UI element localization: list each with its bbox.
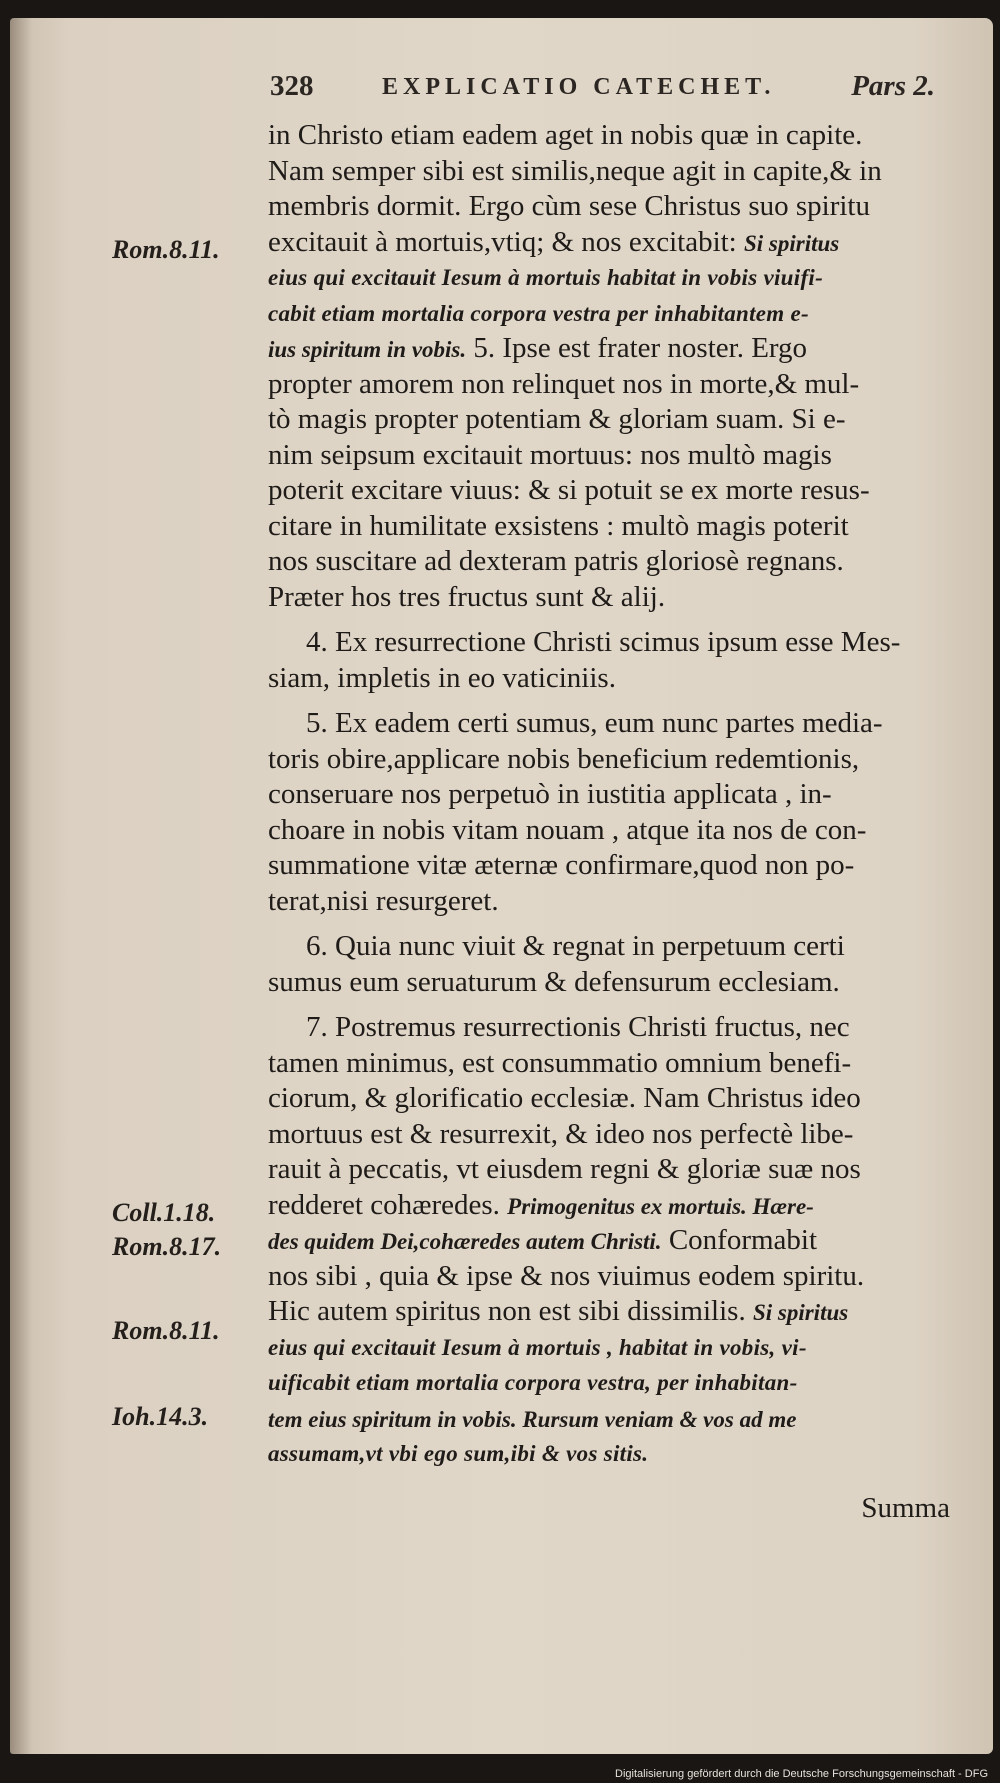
text-line: Nam semper sibi est similis,neque agit in capite,& in [268,154,882,187]
paragraph-4 [268,625,956,696]
text-line: choare in nobis vitam nouam , atque ita nos de con- [268,813,867,846]
scripture-quote: tem eius spiritum in vobis. [268,1406,523,1432]
text-line [268,1223,956,1259]
text-line: summatione vitæ æternæ confirmare,quod non po- [268,849,855,881]
text-line: mortuus est & resurrexit, & ideo nos perfectè libe- [268,1117,854,1150]
running-head [270,70,935,110]
scripture-quote: Primogenitus ex mortuis. Hære- [507,1193,814,1219]
paragraph-7 [268,1010,956,1472]
margin-note: Ioh.14.3. [112,1402,209,1431]
scripture-quote: ius spiritum in vobis. [268,337,467,362]
body-text [268,118,956,1472]
digitization-credit: Digitalisierung gefördert durch die Deutsche Forschungsgemeinschaft - DFG [615,1768,988,1780]
text-line: sumus eum seruaturum & defensurum ecclesiam. [268,965,840,998]
scripture-quote: Si spiritus [752,1300,849,1325]
text-line: 5. Ex eadem certi sumus, eum nunc partes media- [306,707,883,739]
text-line: terat,nisi resurgeret. [268,884,499,917]
text-line: nos sibi , quia & ipse & nos viuimus eodem spiritu. [268,1259,865,1292]
text-line: toris obire,applicare nobis beneficium redemtionis, [268,742,860,775]
text-line: ciorum, & glorificatio ecclesiæ. Nam Christus ideo [268,1082,861,1114]
part-label: Pars 2. [851,70,935,102]
running-title: EXPLICATIO CATECHET. [382,74,776,100]
text-line: poterit excitare viuus: & si potuit se ex morte resus- [268,474,870,506]
text-line: 7. Postremus resurrectionis Christi fructus, nec [306,1011,850,1043]
text-line: nos suscitare ad dexteram patris gloriosè regnans. [268,545,844,577]
text-line [268,1401,956,1437]
scripture-quote: eius qui excitauit Iesum à mortuis habitat in vobis viuifi- [268,265,824,290]
margin-note: Rom.8.17. [112,1232,222,1261]
margin-note: Rom.8.11. [112,1316,220,1345]
text-line: tò magis propter potentiam & gloriam suam. Si e- [268,403,846,435]
scripture-quote: des quidem Dei,cohæredes autem Christi. [268,1229,662,1254]
text-line: siam, impletis in eo vaticiniis. [268,661,616,694]
paragraph-5 [268,706,956,919]
text-line: in Christo etiam eadem aget in nobis quæ in capite. [268,119,863,151]
text-line: propter amorem non relinquet nos in morte,& mul- [268,367,860,400]
text-line [268,1188,956,1224]
text-line: 6. Quia nunc viuit & regnat in perpetuum certi [306,930,845,962]
text-line [268,331,956,367]
text-line: citare in humilitate exsistens : multò magis poterit [268,509,849,542]
text-line: tamen minimus, est consummatio omnium benefi- [268,1046,852,1079]
scripture-quote: Si spiritus [744,230,840,256]
margin-note: Coll.1.18. [112,1198,216,1227]
text-line: nim seipsum excitauit mortuus: nos multò magis [268,438,832,471]
margin-note: Rom.8.11. [112,235,220,264]
text-span: Conformabit [661,1224,818,1256]
text-line [268,225,956,261]
text-span: redderet cohæredes. [268,1188,508,1221]
scripture-quote: cabit etiam mortalia corpora vestra per inhabitantem e- [268,300,810,326]
scripture-quote: assumam,vt vbi ego sum,ibi & vos sitis. [268,1441,649,1466]
text-line: 4. Ex resurrectione Christi scimus ipsum esse Mes- [306,626,901,658]
page-number: 328 [270,70,314,102]
text-line: membris dormit. Ergo cùm sese Christus suo spiritu [268,190,870,222]
text-line [268,1294,956,1330]
text-line: rauit à peccatis, vt eiusdem regni & gloriæ suæ nos [268,1153,861,1185]
text-span: excitauit à mortuis,vtiq; & nos excitabit: [268,225,744,258]
text-line: conseruare nos perpetuò in iustitia applicata , in- [268,778,832,810]
catchword: Summa [861,1492,950,1524]
paragraph-6 [268,929,956,1000]
text-line: Præter hos tres fructus sunt & alij. [268,580,666,613]
scripture-quote: eius qui excitauit Iesum à mortuis , habitat in vobis, vi- [268,1334,807,1360]
scripture-quote: uificabit etiam mortalia corpora vestra, per inhabitan- [268,1370,798,1395]
scripture-quote: Rursum veniam & vos ad me [522,1406,797,1432]
text-span: Hic autem spiritus non est sibi dissimilis. [268,1295,753,1327]
text-span: 5. Ipse est frater noster. Ergo [466,332,808,364]
